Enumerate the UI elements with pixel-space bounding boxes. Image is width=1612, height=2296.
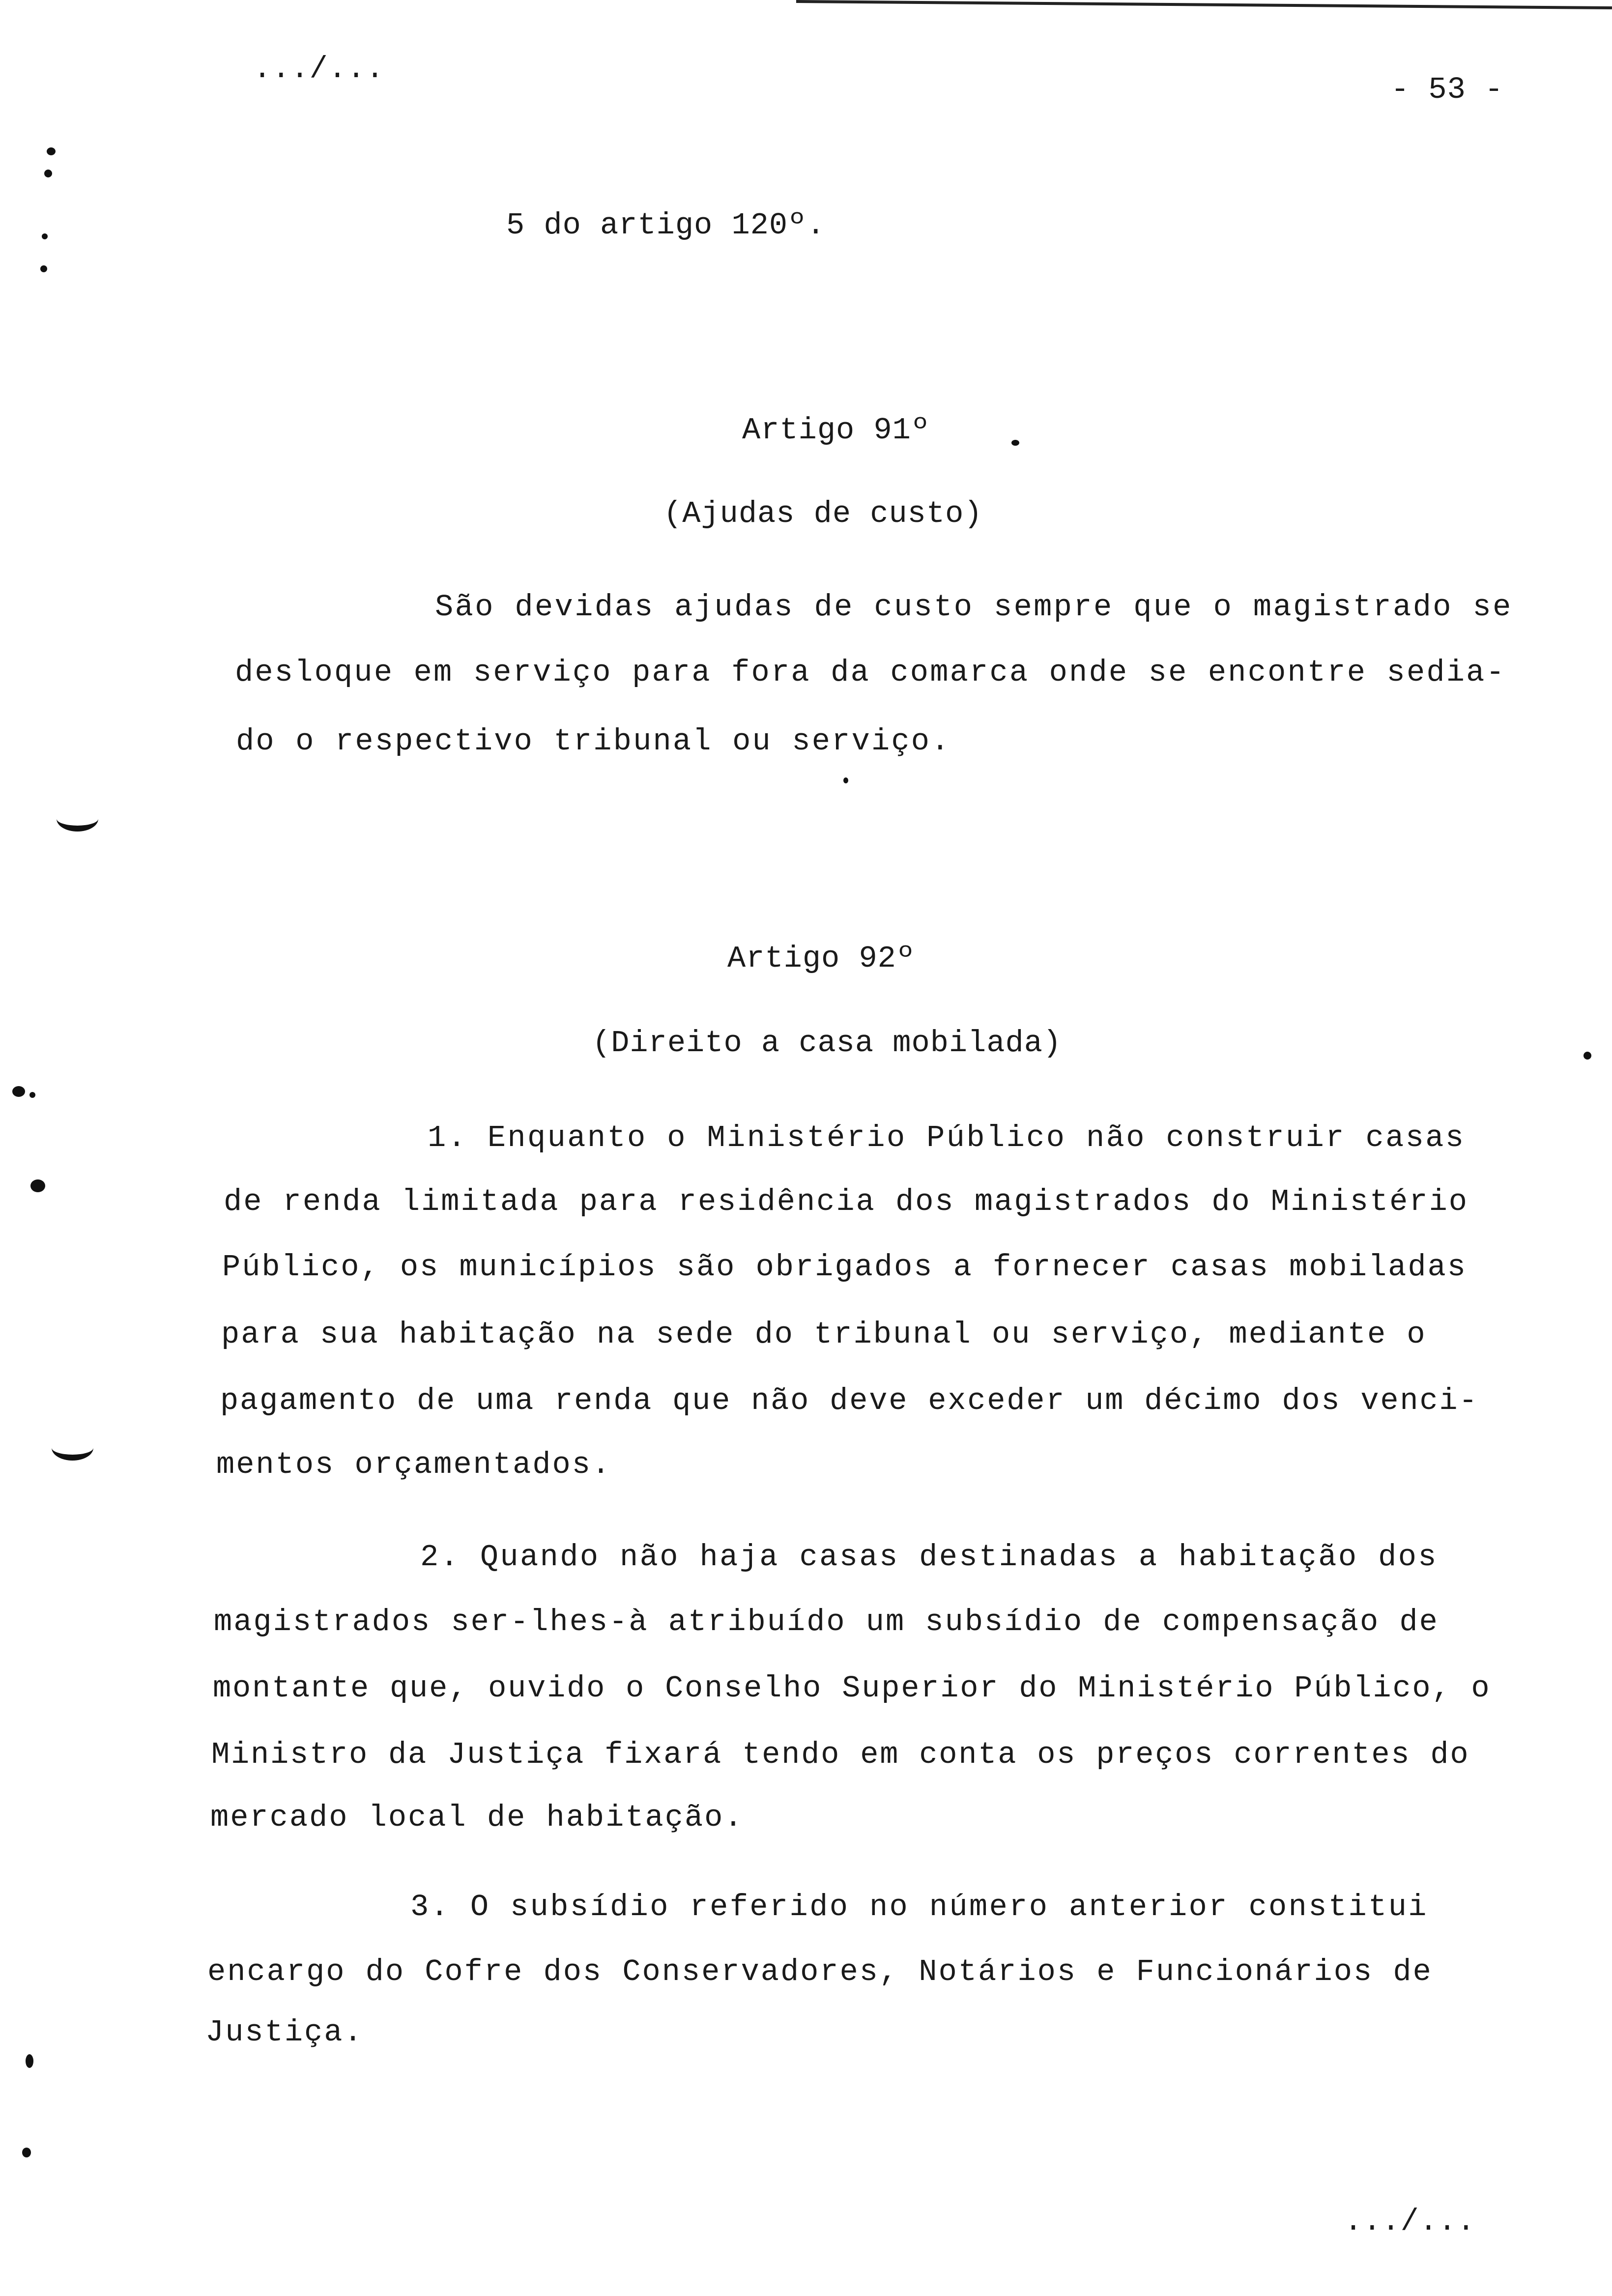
article-92-p2-line-3: montante que, ouvido o Conselho Superior do Ministério Público, o <box>213 1671 1491 1706</box>
article-91-line-1: São devidas ajudas de custo sempre que o magistrado se <box>435 590 1513 625</box>
top-edge-rule <box>796 0 1612 9</box>
article-92-p1-line-6: mentos orçamentados. <box>216 1447 612 1482</box>
continued-from-marker: .../... <box>253 52 385 86</box>
scan-speck <box>47 147 56 155</box>
article-92-heading: Artigo 92º <box>727 941 916 976</box>
article-92-p1-line-2: de renda limitada para residência dos magistrados do Ministério <box>224 1184 1468 1219</box>
scan-speck <box>22 2148 31 2157</box>
page-number: - 53 - <box>1391 72 1504 107</box>
article-92-p2-line-5: mercado local de habitação. <box>210 1800 744 1835</box>
scan-speck <box>30 1179 45 1192</box>
scan-speck <box>12 1086 25 1097</box>
article-91-subheading: (Ajudas de custo) <box>663 496 983 531</box>
scan-speck <box>26 2054 33 2068</box>
article-92-p2-line-2: magistrados ser-lhes-à atribuído um subsídio de compensação de <box>214 1605 1439 1639</box>
article-91-line-2: desloque em serviço para fora da comarca onde se encontre sedia- <box>235 655 1506 690</box>
article-91-heading: Artigo 91º <box>742 413 930 448</box>
article-92-p1-line-5: pagamento de uma renda que não deve exceder um décimo dos venci- <box>220 1383 1479 1418</box>
scan-speck <box>29 1092 35 1098</box>
article-92-p1-line-4: para sua habitação na sede do tribunal ou serviço, mediante o <box>221 1317 1427 1352</box>
scan-speck <box>1583 1052 1591 1060</box>
article-92-subheading: (Direito a casa mobilada) <box>592 1026 1062 1061</box>
article-92-p2-line-4: Ministro da Justiça fixará tendo em conta os preços correntes do <box>211 1737 1470 1772</box>
hole-punch-mark <box>52 1435 93 1461</box>
scan-speck <box>44 170 52 177</box>
scan-speck <box>843 777 848 783</box>
article-92-p1-line-1: 1. Enquanto o Ministério Público não construir casas <box>428 1120 1466 1155</box>
article-92-p2-line-1: 2. Quando não haja casas destinadas a habitação dos <box>420 1540 1438 1575</box>
intro-text: 5 do artigo 120º. <box>506 208 826 243</box>
article-92-p3-line-1: 3. O subsídio referido no número anterior constitui <box>410 1890 1428 1924</box>
article-92-p3-line-2: encargo do Cofre dos Conservadores, Notários e Funcionários de <box>207 1954 1433 1989</box>
article-91-line-3: do o respectivo tribunal ou serviço. <box>236 724 951 759</box>
scan-speck <box>42 233 48 239</box>
scan-speck <box>40 265 47 272</box>
continues-marker: .../... <box>1344 2204 1476 2239</box>
article-92-p3-line-3: Justiça. <box>205 2015 364 2050</box>
article-92-p1-line-3: Público, os municípios são obrigados a fornecer casas mobiladas <box>222 1250 1467 1285</box>
scan-speck <box>1011 440 1019 446</box>
hole-punch-mark <box>57 806 98 832</box>
